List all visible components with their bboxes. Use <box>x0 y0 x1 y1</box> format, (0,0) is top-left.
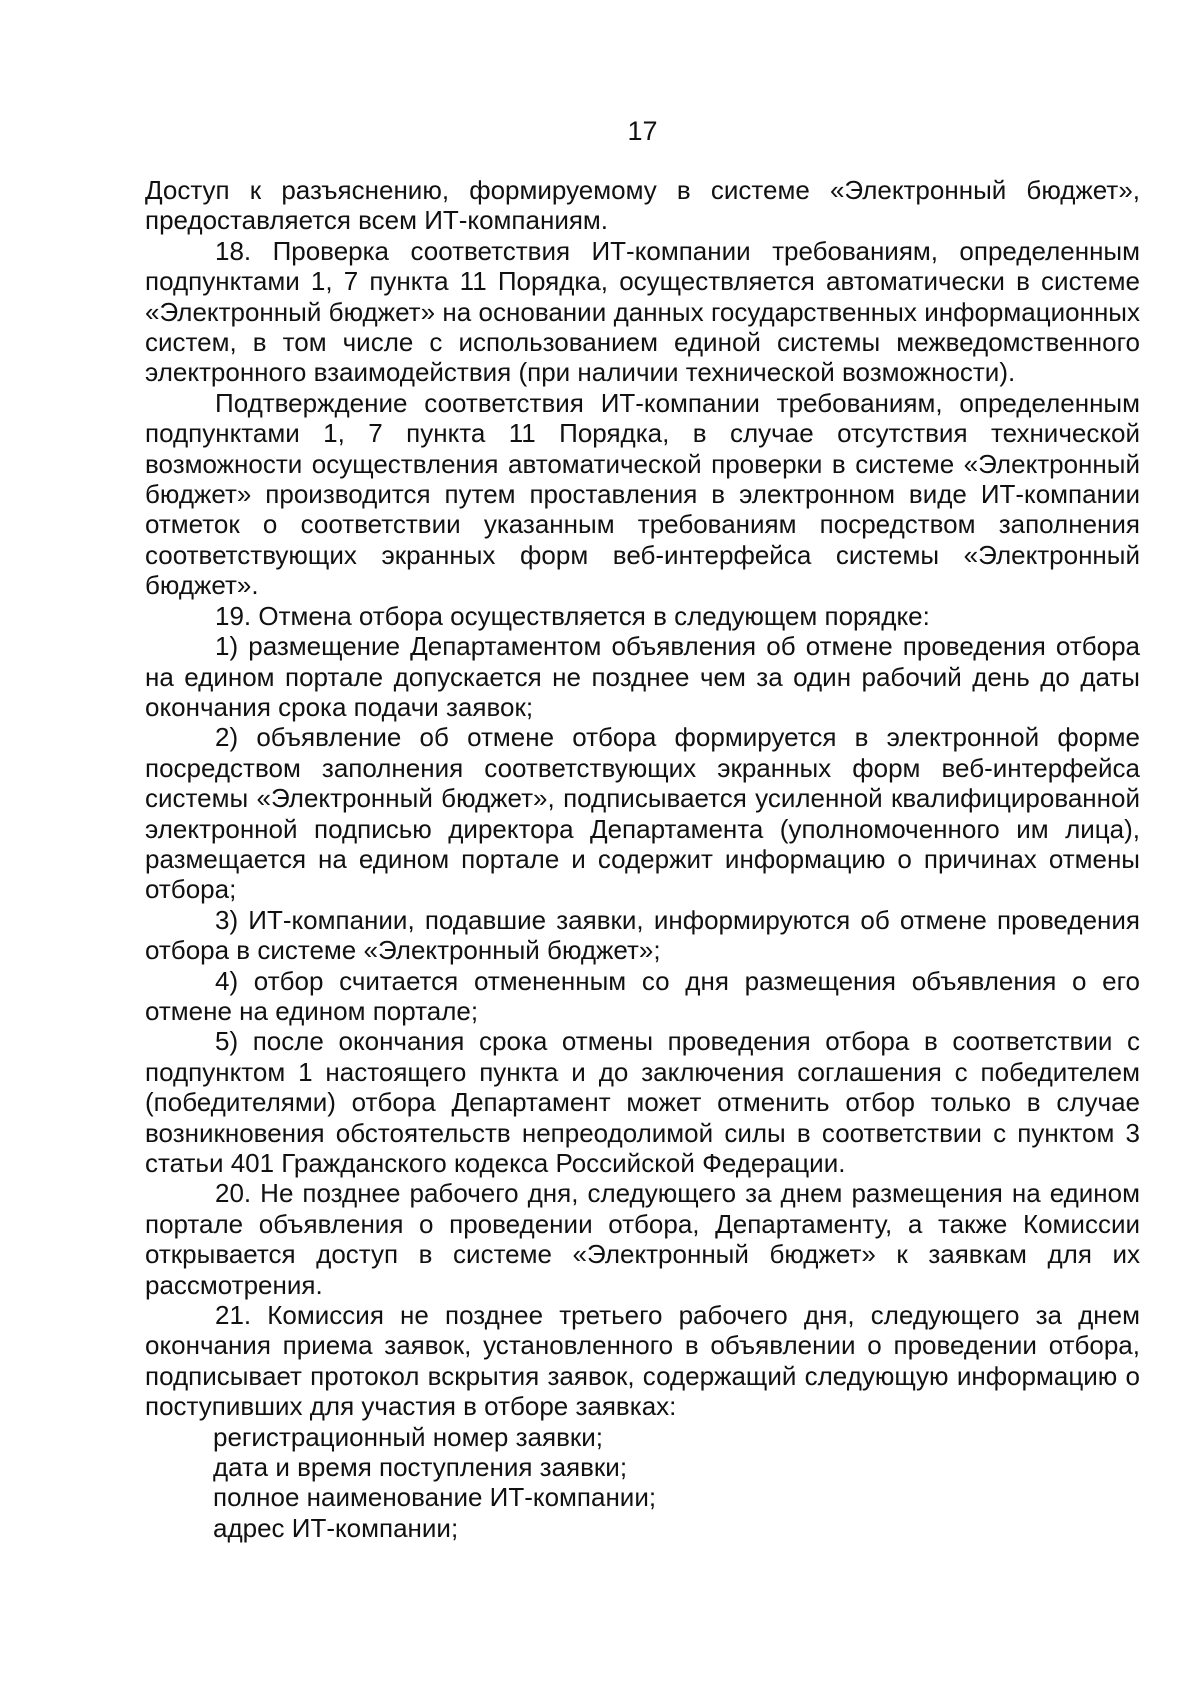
paragraph-19: 19. Отмена отбора осуществляется в следующем порядке: <box>215 600 930 631</box>
paragraph-19-4: 4) отбор считается отмененным со дня размещения объявления о его отмене на едином портале; <box>145 965 1140 1026</box>
paragraph-confirmation: Подтверждение соответствия ИТ-компании требованиям, определенным подпунктами 1, 7 пункта 11 Порядка, в случае отсутствия технической возможности осуществления автоматической проверки в системе «Электронный бюджет» производится путем проставления в электронном виде ИТ-компании отметок о соответствии указанным требованиям посредством заполнения соответствующих экранных форм веб-интерфейса системы «Электронный бюджет». <box>145 387 1140 601</box>
document-body <box>145 175 1140 1543</box>
paragraph-18: 18. Проверка соответствия ИТ-компании требованиям, определенным подпунктами 1, 7 пункта 11 Порядка, осуществляется автоматически в системе «Электронный бюджет» на основании данных государственных информационных систем, в том числе с использованием единой системы межведомственного электронного взаимодействия (при наличии технической возможности). <box>145 235 1140 388</box>
paragraph-20: 20. Не позднее рабочего дня, следующего за днем размещения на едином портале объявления о проведении отбора, Департаменту, а также Комиссии открывается доступ в системе «Электронный бюджет» к заявкам для их рассмотрения. <box>145 1178 1140 1300</box>
list-item: регистрационный номер заявки; <box>213 1421 604 1452</box>
list-item: адрес ИТ-компании; <box>213 1512 459 1543</box>
paragraph-access-clarification: Доступ к разъяснению, формируемому в системе «Электронный бюджет», предоставляется всем ИТ-компаниям. <box>145 175 1140 236</box>
paragraph-21: 21. Комиссия не позднее третьего рабочего дня, следующего за днем окончания приема заявок, установленного в объявлении о проведении отбора, подписывает протокол вскрытия заявок, содержащий следующую информацию о поступивших для участия в отборе заявках: <box>145 1300 1140 1422</box>
page-number: 17 <box>627 116 658 146</box>
paragraph-19-1: 1) размещение Департаментом объявления об отмене проведения отбора на едином портале допускается не позднее чем за один рабочий день до даты окончания срока подачи заявок; <box>145 631 1140 722</box>
list-item: полное наименование ИТ-компании; <box>213 1482 657 1513</box>
list-item: дата и время поступления заявки; <box>213 1452 628 1483</box>
paragraph-19-3: 3) ИТ-компании, подавшие заявки, информируются об отмене проведения отбора в системе «Электронный бюджет»; <box>145 904 1140 966</box>
paragraph-19-2: 2) объявление об отмене отбора формируется в электронной форме посредством заполнения соответствующих экранных форм веб-интерфейса системы «Электронный бюджет», подписывается усиленной квалифицированной электронной подписью директора Департамента (уполномоченного им лица), размещается на едином портале и содержит информацию о причинах отмены отбора; <box>145 722 1140 905</box>
paragraph-19-5: 5) после окончания срока отмены проведения отбора в соответствии с подпунктом 1 настоящего пункта и до заключения соглашения с победителем (победителями) отбора Департамент может отменить отбор только в случае возникновения обстоятельств непреодолимой силы в соответствии с пунктом 3 статьи 401 Гражданского кодекса Российской Федерации. <box>145 1026 1140 1178</box>
